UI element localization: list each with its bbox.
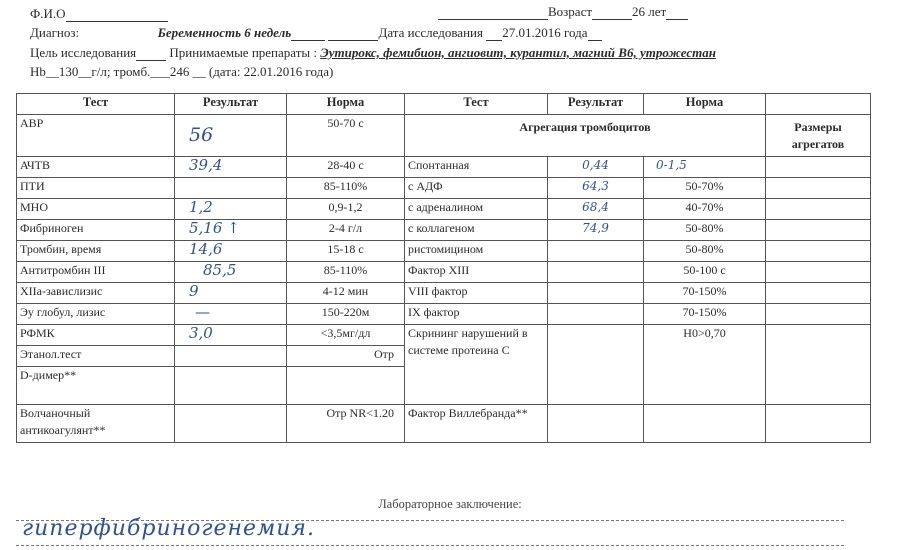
aggregate-size-cell <box>766 405 871 443</box>
fio-label: Ф.И.О <box>30 6 66 21</box>
diagnosis-blank <box>291 28 325 41</box>
test-name: Антитромбин III <box>17 262 175 283</box>
test-result: 39,4 <box>175 157 287 178</box>
table-row <box>17 241 871 262</box>
test-norm: 70-150% <box>644 283 766 304</box>
table-row <box>17 220 871 241</box>
table-row <box>17 115 871 157</box>
test-result <box>548 283 644 304</box>
test-name: Скрининг нарушений в системе протеина С <box>405 325 548 405</box>
test-name: Фактор Виллебранда** <box>405 405 548 443</box>
test-name: ПТИ <box>17 178 175 199</box>
test-result: 56 <box>175 115 287 157</box>
test-name: с коллагеном <box>405 220 548 241</box>
test-norm: 28-40 с <box>287 157 405 178</box>
test-result: 0,44 <box>548 157 644 178</box>
test-norm: 2-4 г/л <box>287 220 405 241</box>
test-name: Спонтанная <box>405 157 548 178</box>
test-result: 3,0 <box>175 325 287 346</box>
aggregate-size-cell <box>766 304 871 325</box>
fio-line <box>30 6 168 22</box>
test-name: ХІІа-завислизис <box>17 283 175 304</box>
test-name: АЧТВ <box>17 157 175 178</box>
test-result <box>175 367 287 405</box>
aggregate-size-header: Размеры агрегатов <box>766 115 871 157</box>
test-name: РФМК <box>17 325 175 346</box>
test-result <box>175 405 287 443</box>
test-norm: 50-80% <box>644 220 766 241</box>
test-result <box>548 325 644 405</box>
age-line <box>438 4 688 20</box>
test-norm <box>644 405 766 443</box>
test-name: с АДФ <box>405 178 548 199</box>
test-name: Фибриноген <box>17 220 175 241</box>
aggregate-size-cell <box>766 283 871 304</box>
table-row <box>17 283 871 304</box>
aggregate-size-cell <box>766 178 871 199</box>
test-name: АВР <box>17 115 175 157</box>
aggregate-size-cell <box>766 241 871 262</box>
test-result: 68,4 <box>548 199 644 220</box>
test-norm: 70-150% <box>644 304 766 325</box>
purpose-line <box>30 45 716 61</box>
lab-results-table <box>16 93 871 443</box>
aggregation-header: Агрегация тромбоцитов <box>405 115 766 157</box>
test-name: Эу глобул, лизис <box>17 304 175 325</box>
hb-line: Hb__130__г/л; тромб.___246 __ (дата: 22.01.2016 года) <box>30 64 334 79</box>
drugs-label: Принимаемые препараты : <box>169 45 317 60</box>
test-result <box>548 241 644 262</box>
test-norm: Отр NR<1.20 <box>287 405 405 443</box>
test-norm: 15-18 с <box>287 241 405 262</box>
test-norm: 50-80% <box>644 241 766 262</box>
diagnosis-value: Беременность 6 недель <box>157 25 292 40</box>
conclusion-handwritten: гиперфибриногенемия. <box>22 516 315 541</box>
table-row <box>17 262 871 283</box>
header-result: Результат <box>175 94 287 115</box>
test-norm: 4-12 мин <box>287 283 405 304</box>
conclusion-label: Лабораторное заключение: <box>378 497 522 511</box>
test-norm: 0,9-1,2 <box>287 199 405 220</box>
aggregate-size-cell <box>766 220 871 241</box>
date-label: Дата исследования <box>378 25 483 40</box>
header-norm-2: Норма <box>644 94 766 115</box>
header-test-2: Тест <box>405 94 548 115</box>
aggregate-size-cell <box>766 199 871 220</box>
test-result: 14,6 <box>175 241 287 262</box>
table-row <box>17 304 871 325</box>
date-blank-post <box>588 28 602 41</box>
purpose-blank <box>136 48 166 61</box>
table-row <box>17 178 871 199</box>
fio-blank <box>66 9 168 22</box>
header-norm: Норма <box>287 94 405 115</box>
diagnosis-label: Диагноз: <box>30 25 80 40</box>
test-result: 64,3 <box>548 178 644 199</box>
table-row <box>17 405 871 443</box>
spacer <box>82 28 154 41</box>
test-norm: 150-220м <box>287 304 405 325</box>
test-result <box>175 178 287 199</box>
conclusion-dotted-line <box>16 545 844 546</box>
date-blank <box>486 28 502 41</box>
test-name: ристомицином <box>405 241 548 262</box>
test-norm: 85-110% <box>287 178 405 199</box>
test-norm: 50-70 с <box>287 115 405 157</box>
test-norm <box>287 367 405 405</box>
age-label: Возраст <box>548 4 593 19</box>
test-result: 1,2 <box>175 199 287 220</box>
date-value: 27.01.2016 года <box>502 25 588 40</box>
test-norm: 0-1,5 <box>644 157 766 178</box>
test-name: Этанол.тест <box>17 346 175 367</box>
table-row <box>17 325 871 346</box>
test-norm: 50-100 с <box>644 262 766 283</box>
test-result: 74,9 <box>548 220 644 241</box>
age-blank-2 <box>592 7 632 20</box>
test-name: МНО <box>17 199 175 220</box>
test-norm: 50-70% <box>644 178 766 199</box>
age-blank-3 <box>666 7 688 20</box>
test-norm: 85-110% <box>287 262 405 283</box>
test-name: с адреналином <box>405 199 548 220</box>
table-row <box>17 157 871 178</box>
test-result <box>175 346 287 367</box>
purpose-label: Цель исследования <box>30 45 137 60</box>
aggregate-size-cell <box>766 262 871 283</box>
test-result: 9 <box>175 283 287 304</box>
header-empty <box>766 94 871 115</box>
header-result-2: Результат <box>548 94 644 115</box>
test-result <box>548 262 644 283</box>
test-name: Волчаночный антикоагулянт** <box>17 405 175 443</box>
test-name: IX фактор <box>405 304 548 325</box>
age-blank <box>438 7 548 20</box>
drugs-value: Эутирокс, фемибион, ангиовит, курантил, магний В6, утрожестан <box>320 45 716 60</box>
test-name: D-димер** <box>17 367 175 405</box>
test-norm: 40-70% <box>644 199 766 220</box>
aggregate-size-cell <box>766 325 871 405</box>
header-test: Тест <box>17 94 175 115</box>
test-name: Тромбин, время <box>17 241 175 262</box>
age-value: 26 лет <box>632 4 667 19</box>
test-result: — <box>175 304 287 325</box>
test-result <box>548 304 644 325</box>
date-blank-pre <box>328 28 378 41</box>
test-result: 5,16 ↑ <box>175 220 287 241</box>
aggregate-size-cell <box>766 157 871 178</box>
diagnosis-line <box>30 25 602 41</box>
test-name: Фактор ХIII <box>405 262 548 283</box>
table-row <box>17 199 871 220</box>
test-result: 85,5 <box>175 262 287 283</box>
table-header-row <box>17 94 871 115</box>
test-norm: Отр <box>287 346 405 367</box>
test-norm: <3,5мг/дл <box>287 325 405 346</box>
test-norm: Н0>0,70 <box>644 325 766 405</box>
test-result <box>548 405 644 443</box>
test-name: VIII фактор <box>405 283 548 304</box>
